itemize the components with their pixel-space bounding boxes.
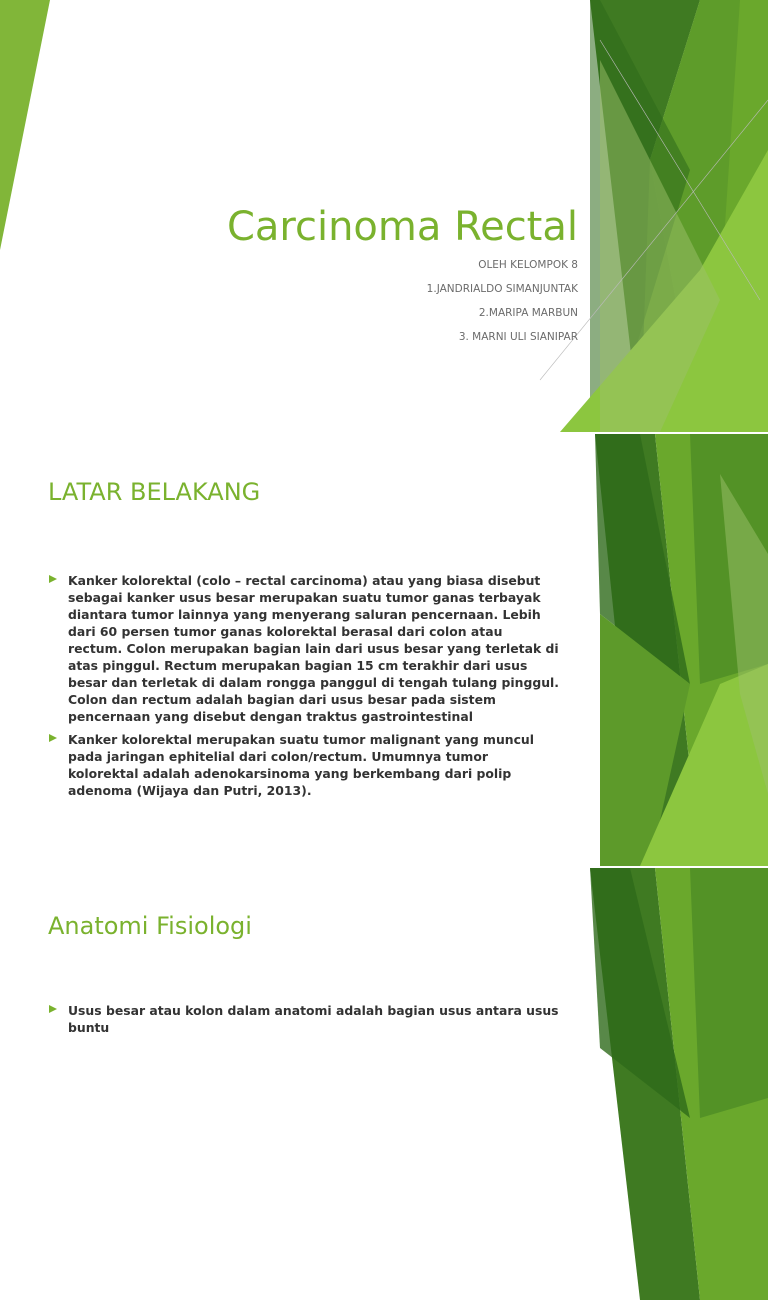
- bullet-text: Kanker kolorektal (colo – rectal carcinoma) atau yang biasa disebut sebagai kanker usus besar merupakan suatu tumor ganas terbayak diantara tumor lainnya yang menyerang saluran pencernaan. Lebih dari 60 persen tumor ganas kolorektal berasal dari colon atau rectum. Colon merupakan bagian lain dari usus besar yang terletak di atas pinggul. Rectum merupakan bagian 15 cm terakhir dari usus besar dan terletak di dalam rongga panggul di tengah tulang pinggul. Colon dan rectum adalah bagian dari usus besar pada sistem pencernaan yang disebut dengan traktus gastrointestinal: [68, 573, 560, 724]
- bullet-text: Usus besar atau kolon dalam anatomi adalah bagian usus antara usus buntu: [68, 1003, 559, 1035]
- slide-heading: LATAR BELAKANG: [48, 478, 261, 506]
- bullet-text: Kanker kolorektal merupakan suatu tumor malignant yang muncul pada jaringan ephitelial dari colon/rectum. Umumnya tumor kolorektal adalah adenokarsinoma yang berkembang dari polip adenoma (Wijaya dan Putri, 2013).: [68, 732, 535, 798]
- bullet-list: [48, 572, 560, 805]
- bullet-arrow-icon: [49, 575, 57, 583]
- subtitle-line: 1.JANDRIALDO SIMANJUNTAK: [426, 283, 578, 295]
- subtitle-line: 3. MARNI ULI SIANIPAR: [458, 331, 578, 343]
- bullet-arrow-icon: [49, 734, 57, 742]
- subtitle-line: OLEH KELOMPOK 8: [478, 259, 578, 271]
- list-item: [48, 731, 560, 799]
- list-item: [48, 572, 560, 725]
- slide-title: [0, 0, 768, 432]
- slide-heading: Anatomi Fisiologi: [48, 912, 252, 940]
- presentation-title: Carcinoma Rectal: [226, 204, 578, 250]
- slide-latar-belakang: [0, 434, 768, 866]
- subtitle-line: 2.MARIPA MARBUN: [478, 307, 578, 319]
- bullet-arrow-icon: [49, 1005, 57, 1013]
- bullet-list: [48, 1002, 560, 1042]
- slide-anatomi-fisiologi: [0, 868, 768, 1035]
- list-item: [48, 1002, 560, 1036]
- subtitle-lines: [427, 258, 578, 354]
